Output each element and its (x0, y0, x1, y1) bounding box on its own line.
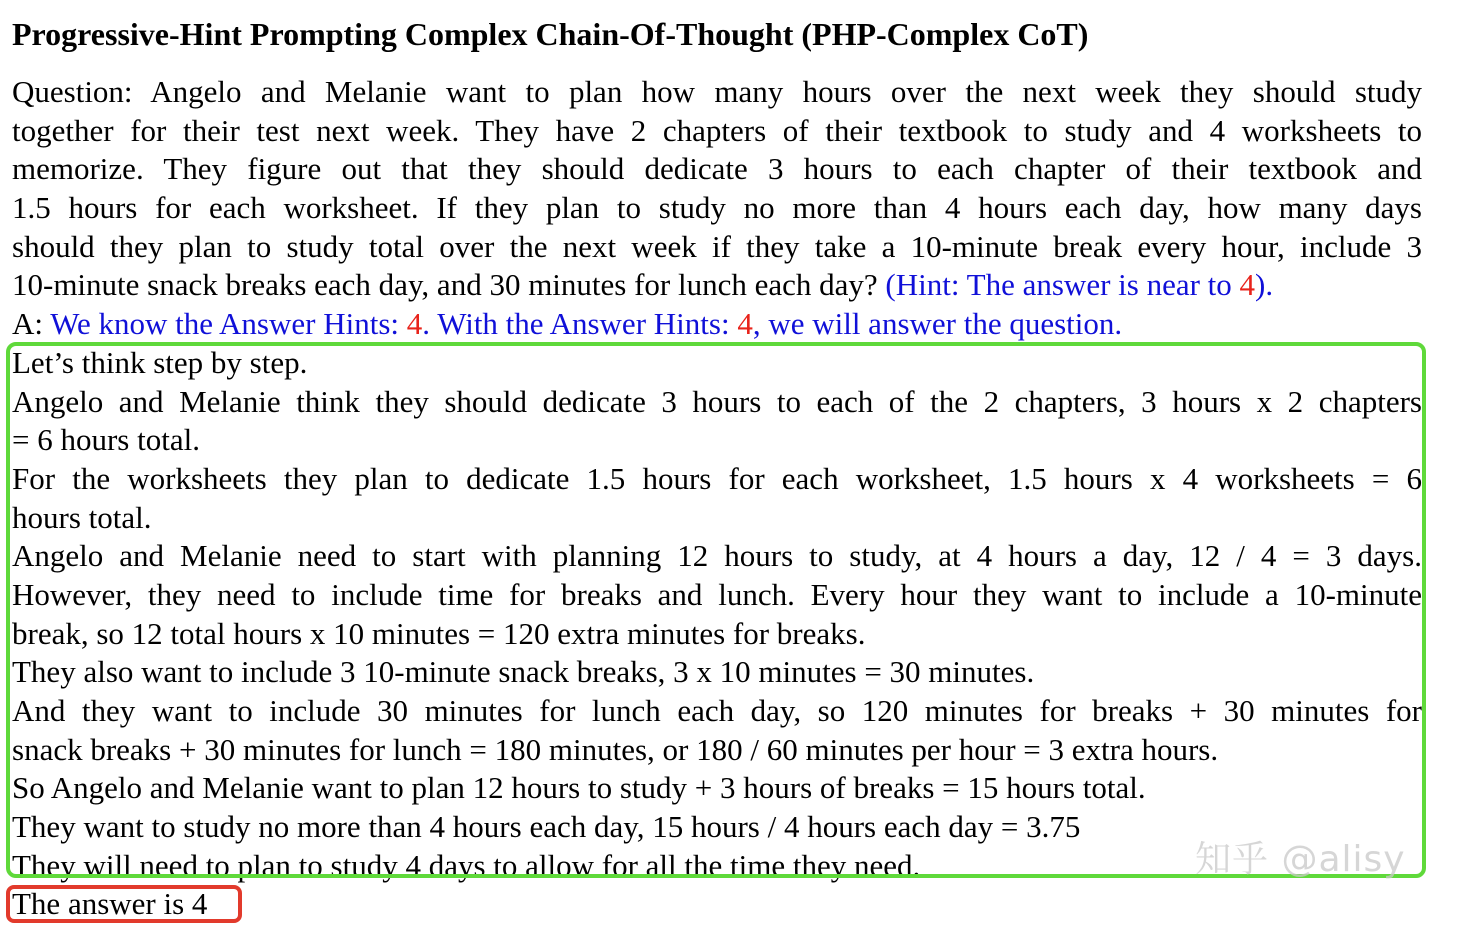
reasoning-line: Let’s think step by step. (12, 344, 308, 380)
hint-value: 4 (1239, 267, 1256, 303)
question-last-line (12, 266, 1422, 305)
reasoning-line: However, they need to include time for breaks and lunch. Every hour they want to include a 10-minute (12, 576, 1422, 612)
reasoning-highlight-box (6, 342, 1426, 878)
reasoning-line: hours total. (12, 499, 152, 535)
question-line: 1.5 hours for each worksheet. If they plan to study no more than 4 hours each day, how many days (12, 190, 1422, 226)
question-line: together for their test next week. They have 2 chapters of their textbook to study and 4 worksheets to (12, 112, 1422, 148)
reasoning-line: They also want to include 3 10-minute snack breaks, 3 x 10 minutes = 30 minutes. (12, 654, 1035, 690)
question-line: Question: Angelo and Melanie want to plan how many hours over the next week they should study (12, 74, 1422, 109)
reasoning-line: = 6 hours total. (12, 422, 200, 458)
reasoning-line: For the worksheets they plan to dedicate 1.5 hours for each worksheet, 1.5 hours x 4 worksheets = 6 (12, 460, 1422, 496)
reasoning-line: Angelo and Melanie think they should dedicate 3 hours to each of the 2 chapters, 3 hours x 2 chapters (12, 383, 1422, 419)
final-answer-highlight-box (6, 885, 242, 923)
answer-hint-value: 4 (737, 306, 753, 342)
question-line: should they plan to study total over the next week if they take a 10-minute break every hour, include 3 (12, 228, 1422, 264)
reasoning-line: They will need to plan to study 4 days to allow for all the time they need. (12, 847, 921, 883)
answer-hint-value: 4 (406, 306, 423, 342)
reasoning-line: break, so 12 total hours x 10 minutes = 120 extra minutes for breaks. (12, 615, 866, 651)
reasoning-line: Angelo and Melanie need to start with planning 12 hours to study, at 4 hours a day, 12 / 4 = 3 days. (12, 538, 1422, 574)
answer-label: A: (12, 306, 51, 342)
reasoning-line: So Angelo and Melanie want to plan 12 hours to study + 3 hours of breaks = 15 hours total. (12, 770, 1146, 806)
question-line: memorize. They figure out that they should dedicate 3 hours to each chapter of their textbook and (12, 151, 1422, 187)
hint-prefix: (Hint: The answer is near to (885, 267, 1240, 303)
reasoning-line: And they want to include 30 minutes for lunch each day, so 120 minutes for breaks + 30 minutes for (12, 693, 1422, 728)
reasoning-line: They want to study no more than 4 hours each day, 15 hours / 4 hours each day = 3.75 (12, 809, 1081, 845)
answer-hint-text: We know the Answer Hints: (50, 306, 407, 342)
question-line-text: 10-minute snack breaks each day, and 30 minutes for lunch each day? (12, 267, 886, 303)
answer-intro (12, 305, 1422, 344)
final-answer: The answer is 4 (12, 886, 208, 922)
reasoning-line: snack breaks + 30 minutes for lunch = 180 minutes, or 180 / 60 minutes per hour = 3 extra hours. (12, 731, 1219, 767)
watermark: 知乎 @alisy (1195, 839, 1406, 880)
answer-hint-text: , we will answer the question. (752, 306, 1123, 342)
page-title: Progressive-Hint Prompting Complex Chain-Of-Thought (PHP-Complex CoT) (12, 16, 1089, 52)
answer-hint-text: . With the Answer Hints: (422, 306, 738, 342)
hint-suffix: ). (1255, 267, 1274, 303)
question-block (12, 73, 1422, 305)
